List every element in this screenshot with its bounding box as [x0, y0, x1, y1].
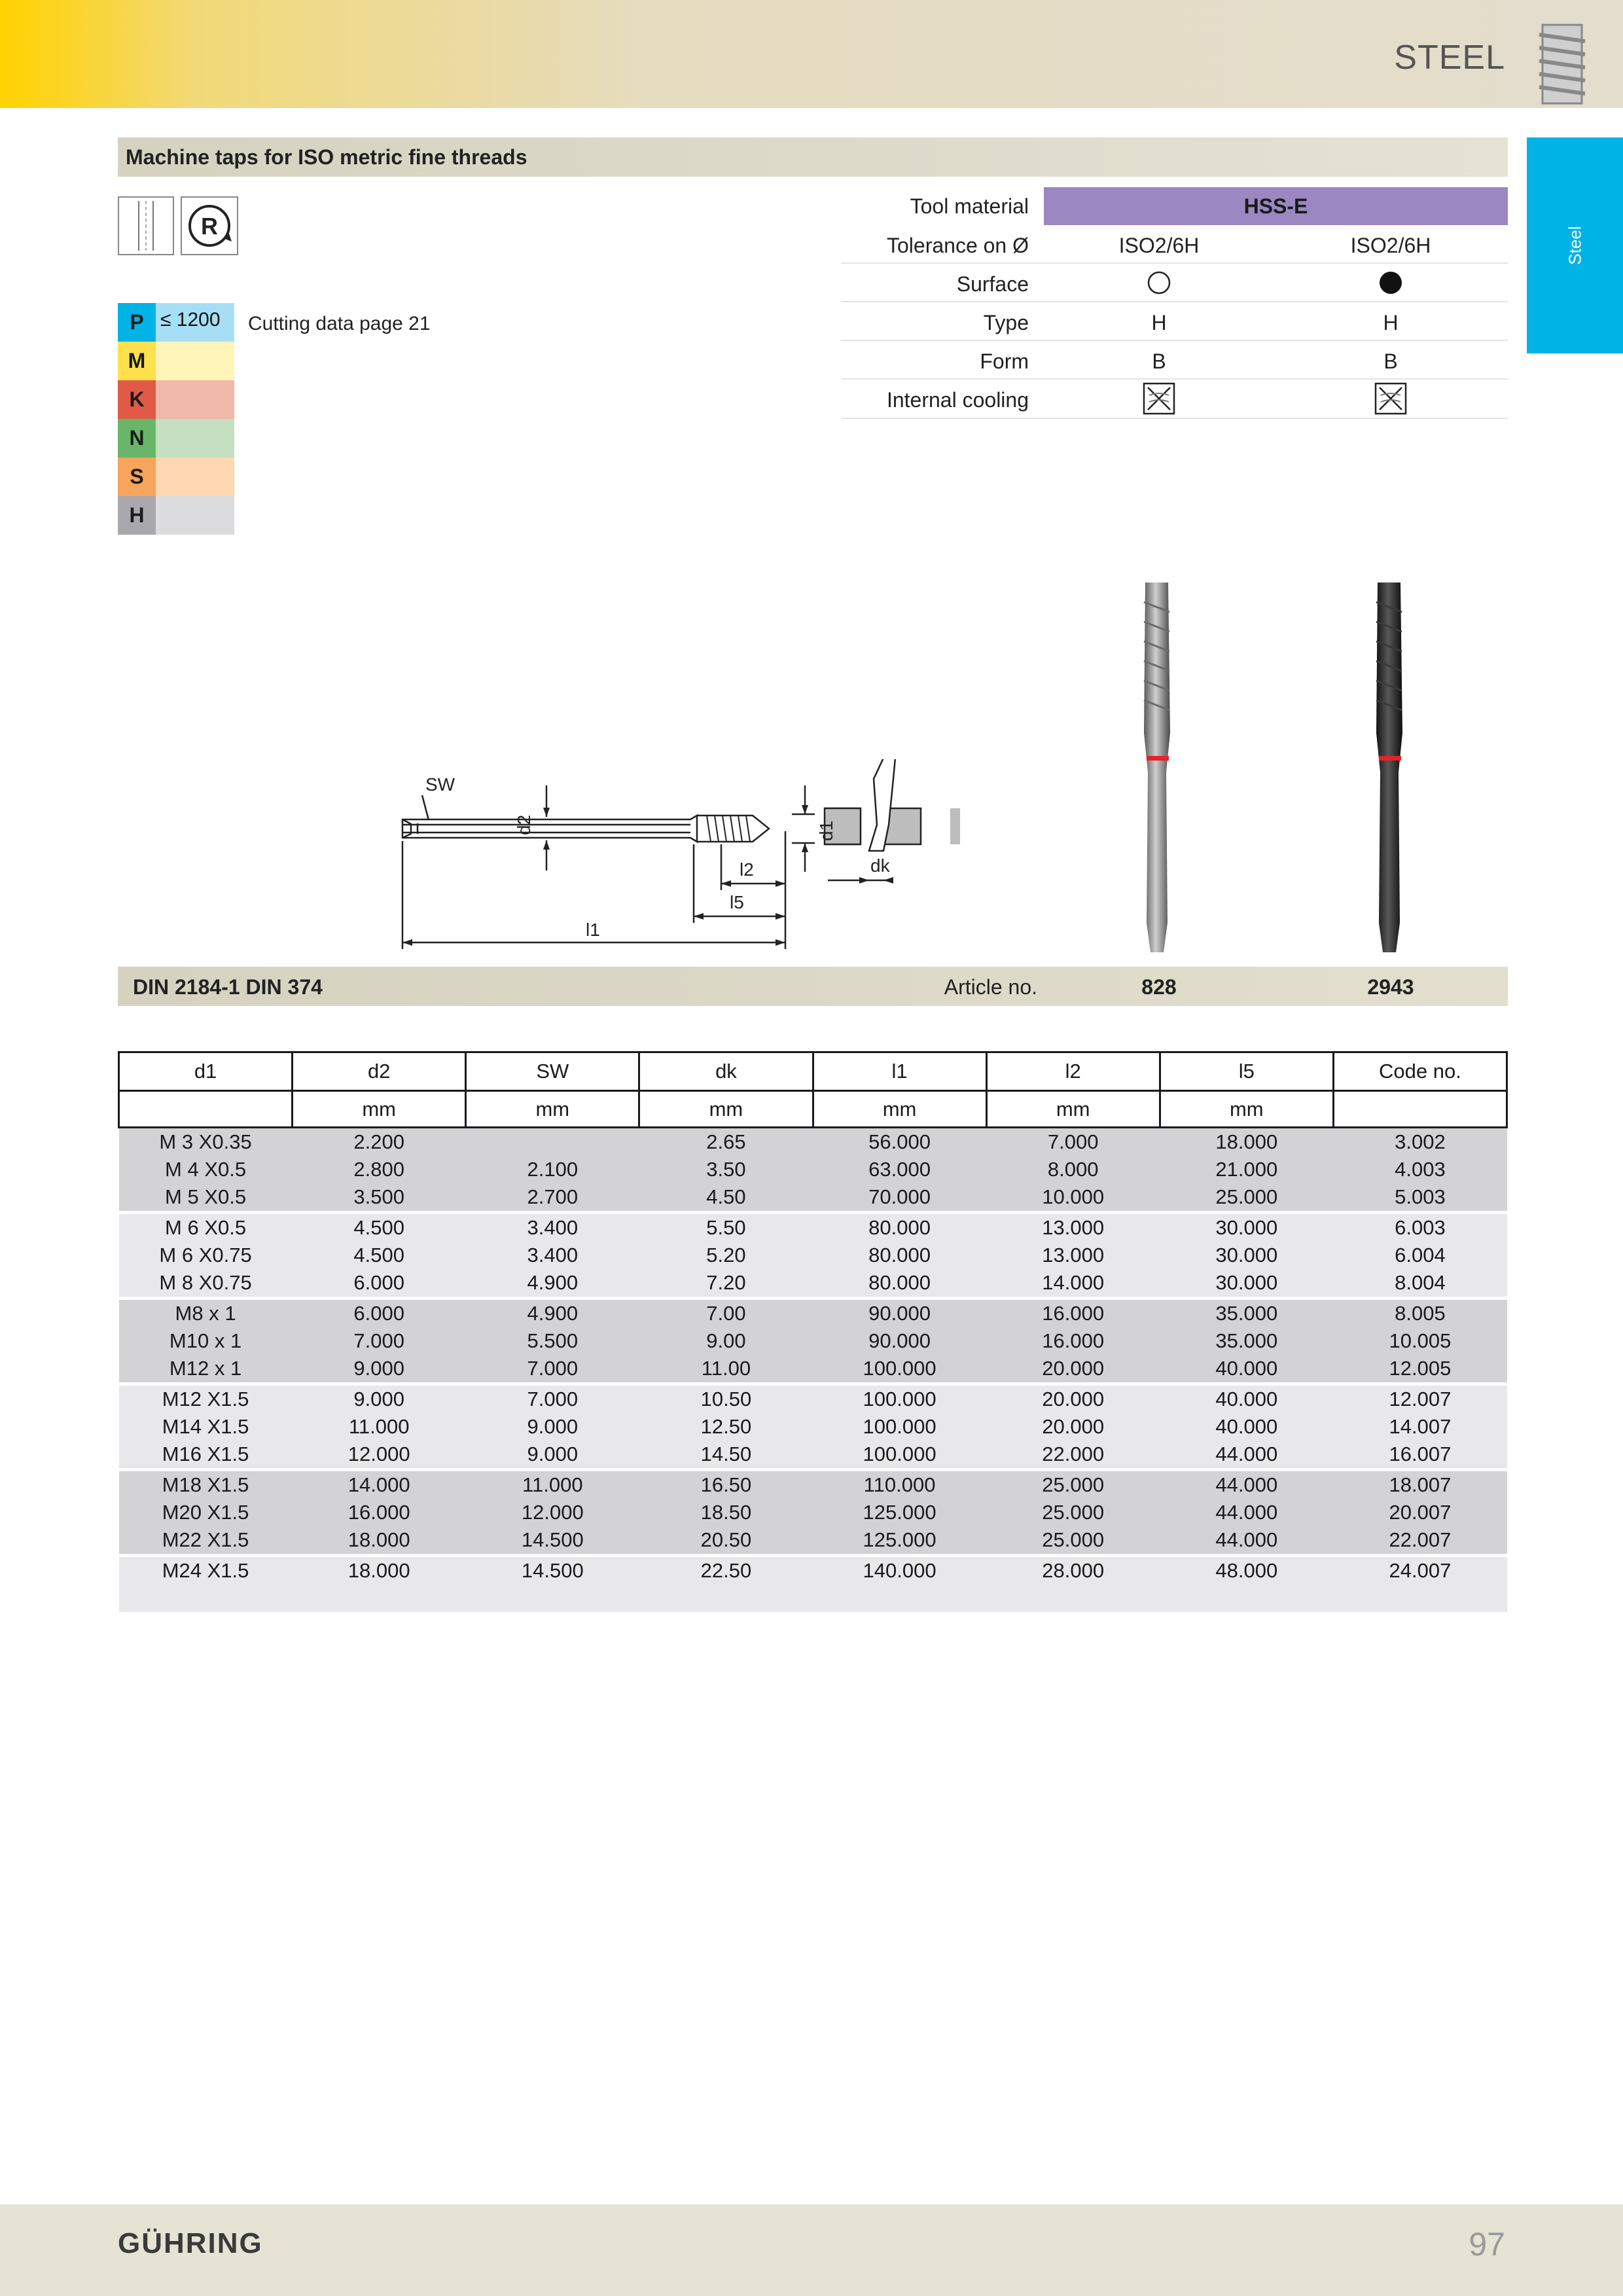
table-cell: 140.000 — [813, 1556, 986, 1585]
table-cell: 9.000 — [293, 1384, 466, 1414]
cooling-label: Internal cooling — [886, 388, 1029, 412]
unit-cell — [119, 1091, 293, 1128]
table-cell: 5.20 — [639, 1242, 813, 1269]
table-cell: 80.000 — [813, 1242, 986, 1269]
table-cell: 10.005 — [1333, 1327, 1507, 1355]
table-cell: 56.000 — [813, 1128, 986, 1157]
table-cell: 40.000 — [1160, 1355, 1333, 1384]
table-cell: 22.000 — [986, 1441, 1160, 1470]
unit-cell: mm — [986, 1091, 1160, 1128]
table-cell: 44.000 — [1160, 1499, 1333, 1526]
table-cell: 11.000 — [293, 1413, 466, 1441]
table-cell: 12.50 — [639, 1413, 813, 1441]
form-label: Form — [980, 350, 1029, 373]
table-cell: 7.20 — [639, 1269, 813, 1299]
tap-photo-828 — [1132, 576, 1181, 956]
table-cell: 14.000 — [293, 1470, 466, 1499]
table-cell: 44.000 — [1160, 1470, 1333, 1499]
table-cell: 3.002 — [1333, 1128, 1507, 1157]
table-cell: 2.200 — [293, 1128, 466, 1157]
table-cell: 90.000 — [813, 1327, 986, 1355]
table-cell: M10 x 1 — [119, 1327, 293, 1355]
side-tab-label: Steel — [1565, 226, 1584, 265]
table-cell: 20.000 — [986, 1413, 1160, 1441]
table-cell: M 5 X0.5 — [119, 1183, 293, 1213]
section-title: Machine taps for ISO metric fine threads — [126, 145, 527, 169]
table-cell: 14.500 — [466, 1526, 639, 1556]
table-cell: 40.000 — [1160, 1413, 1333, 1441]
table-cell: 8.004 — [1333, 1269, 1507, 1299]
dim-label-l2: l2 — [740, 859, 754, 880]
tool-material-value: HSS-E — [1243, 194, 1308, 218]
dim-label-dk: dk — [870, 855, 890, 876]
table-cell: 12.007 — [1333, 1384, 1507, 1414]
table-units-row — [119, 1091, 1507, 1128]
table-cell: 18.000 — [293, 1526, 466, 1556]
table-cell: 10.000 — [986, 1183, 1160, 1213]
tool-material-bar — [1044, 187, 1508, 225]
table-cell: 6.003 — [1333, 1213, 1507, 1242]
table-cell: 3.50 — [639, 1156, 813, 1183]
table-cell: 100.000 — [813, 1441, 986, 1470]
table-row — [119, 1384, 1507, 1414]
tolerance-label: Tolerance on Ø — [886, 234, 1029, 257]
table-cell: 13.000 — [986, 1213, 1160, 1242]
form-value-2943: B — [1383, 350, 1398, 373]
table-cell: 20.000 — [986, 1384, 1160, 1414]
table-cell: 9.000 — [466, 1413, 639, 1441]
no-cooling-icon — [1374, 382, 1407, 415]
spec-divider — [841, 418, 1508, 419]
brand-logo: GÜHRING — [118, 2227, 263, 2259]
unit-cell: mm — [293, 1091, 466, 1128]
article-label: Article no. — [944, 975, 1037, 999]
table-cell: 30.000 — [1160, 1269, 1333, 1299]
table-cell: 21.000 — [1160, 1156, 1333, 1183]
table-cell: 44.000 — [1160, 1526, 1333, 1556]
table-row — [119, 1355, 1507, 1384]
material-row-s — [118, 457, 234, 496]
col-header-d1: d1 — [119, 1052, 293, 1091]
table-body — [119, 1128, 1507, 1613]
unit-cell: mm — [639, 1091, 813, 1128]
table-cell: 30.000 — [1160, 1213, 1333, 1242]
table-cell: M18 X1.5 — [119, 1470, 293, 1499]
tap-photo-2943 — [1364, 576, 1414, 956]
material-p-value: ≤ 1200 — [160, 309, 221, 331]
thread-icon — [1526, 18, 1598, 107]
table-cell: 100.000 — [813, 1355, 986, 1384]
table-cell: 18.007 — [1333, 1470, 1507, 1499]
dim-label-d1: d1 — [816, 820, 836, 841]
unit-cell: mm — [466, 1091, 639, 1128]
table-row — [119, 1327, 1507, 1355]
tool-material-label: Tool material — [910, 194, 1029, 218]
table-cell: 5.50 — [639, 1213, 813, 1242]
table-row — [119, 1156, 1507, 1183]
table-cell: M12 x 1 — [119, 1355, 293, 1384]
table-row — [119, 1413, 1507, 1441]
table-cell: 2.800 — [293, 1156, 466, 1183]
material-letter: P — [118, 303, 156, 342]
category-title: STEEL — [1394, 39, 1505, 77]
table-cell: 22.007 — [1333, 1526, 1507, 1556]
table-cell: 12.000 — [466, 1499, 639, 1526]
table-cell: 3.400 — [466, 1213, 639, 1242]
table-cell: 20.000 — [986, 1355, 1160, 1384]
table-cell: 2.65 — [639, 1128, 813, 1157]
table-cell: 9.000 — [466, 1441, 639, 1470]
table-cell: 6.004 — [1333, 1242, 1507, 1269]
table-cell: 2.100 — [466, 1156, 639, 1183]
material-row-m — [118, 342, 234, 380]
material-fill — [156, 342, 234, 380]
table-cell: M8 x 1 — [119, 1299, 293, 1328]
dimensions-table — [118, 1051, 1508, 1612]
spec-divider — [841, 378, 1508, 380]
table-cell: 4.900 — [466, 1269, 639, 1299]
table-cell: 7.000 — [293, 1327, 466, 1355]
table-cell: 16.000 — [986, 1299, 1160, 1328]
surface-label: Surface — [956, 272, 1029, 296]
spec-divider — [841, 340, 1508, 341]
table-cell: 80.000 — [813, 1213, 986, 1242]
material-letter: M — [118, 342, 156, 380]
table-cell: 25.000 — [986, 1499, 1160, 1526]
table-cell: 7.000 — [466, 1355, 639, 1384]
table-cell: 125.000 — [813, 1499, 986, 1526]
spec-divider — [841, 301, 1508, 302]
dim-label-l1: l1 — [586, 920, 600, 940]
tap-outline-icon — [118, 196, 174, 255]
dim-label-d2: d2 — [514, 814, 534, 835]
section-title-bar — [118, 137, 1508, 177]
table-filler-row — [119, 1585, 1507, 1612]
table-cell: M 8 X0.75 — [119, 1269, 293, 1299]
table-cell: M14 X1.5 — [119, 1413, 293, 1441]
table-row — [119, 1526, 1507, 1556]
col-header-l2: l2 — [986, 1052, 1160, 1091]
material-letter: S — [118, 457, 156, 496]
table-cell: 14.500 — [466, 1556, 639, 1585]
col-header-sw: SW — [466, 1052, 639, 1091]
table-cell: 12.000 — [293, 1441, 466, 1470]
table-cell: M 6 X0.75 — [119, 1242, 293, 1269]
unit-cell: mm — [1160, 1091, 1333, 1128]
material-letter: K — [118, 380, 156, 419]
circle-empty-icon — [1147, 270, 1171, 295]
table-cell: 10.50 — [639, 1384, 813, 1414]
table-cell: 16.007 — [1333, 1441, 1507, 1470]
article-no-828[interactable]: 828 — [1141, 975, 1177, 999]
table-cell: 63.000 — [813, 1156, 986, 1183]
table-cell: 3.400 — [466, 1242, 639, 1269]
table-cell: 30.000 — [1160, 1242, 1333, 1269]
table-cell: 25.000 — [986, 1470, 1160, 1499]
table-cell: 25.000 — [986, 1526, 1160, 1556]
type-value-828: H — [1151, 311, 1167, 334]
table-row — [119, 1441, 1507, 1470]
table-row — [119, 1299, 1507, 1328]
material-letter: N — [118, 419, 156, 457]
table-cell: 110.000 — [813, 1470, 986, 1499]
table-cell: 11.000 — [466, 1470, 639, 1499]
table-cell: M12 X1.5 — [119, 1384, 293, 1414]
table-cell: 4.50 — [639, 1183, 813, 1213]
material-letter: H — [118, 496, 156, 535]
col-header-code: Code no. — [1333, 1052, 1507, 1091]
dim-label-sw: SW — [425, 774, 455, 795]
article-no-2943[interactable]: 2943 — [1367, 975, 1414, 999]
type-label: Type — [983, 311, 1029, 334]
table-cell: 14.50 — [639, 1441, 813, 1470]
table-cell: 35.000 — [1160, 1299, 1333, 1328]
table-cell: 7.000 — [986, 1128, 1160, 1157]
table-cell: 20.007 — [1333, 1499, 1507, 1526]
table-cell: 2.700 — [466, 1183, 639, 1213]
table-cell: 7.000 — [466, 1384, 639, 1414]
col-header-dk: dk — [639, 1052, 813, 1091]
table-cell: 4.003 — [1333, 1156, 1507, 1183]
table-cell: 3.500 — [293, 1183, 466, 1213]
table-row — [119, 1183, 1507, 1213]
form-value-828: B — [1152, 350, 1166, 373]
table-cell — [466, 1128, 639, 1157]
table-row — [119, 1499, 1507, 1526]
tolerance-value-828: ISO2/6H — [1118, 234, 1200, 257]
spec-divider — [841, 262, 1508, 264]
table-cell: 18.000 — [1160, 1128, 1333, 1157]
table-cell: M20 X1.5 — [119, 1499, 293, 1526]
unit-cell — [1333, 1091, 1507, 1128]
col-header-l1: l1 — [813, 1052, 986, 1091]
table-cell: 28.000 — [986, 1556, 1160, 1585]
table-cell: M16 X1.5 — [119, 1441, 293, 1470]
table-row — [119, 1470, 1507, 1499]
table-cell: 40.000 — [1160, 1384, 1333, 1414]
material-fill — [156, 380, 234, 419]
table-filler-cell — [119, 1585, 1507, 1612]
table-cell: 6.000 — [293, 1299, 466, 1328]
material-fill — [156, 419, 234, 457]
table-cell: 8.000 — [986, 1156, 1160, 1183]
page-header — [0, 0, 1623, 108]
table-cell: 4.500 — [293, 1242, 466, 1269]
table-header-row — [119, 1052, 1507, 1091]
tap-technical-drawing — [386, 759, 969, 956]
table-cell: M22 X1.5 — [119, 1526, 293, 1556]
tolerance-value-2943: ISO2/6H — [1350, 234, 1431, 257]
table-cell: 16.000 — [986, 1327, 1160, 1355]
table-cell: 24.007 — [1333, 1556, 1507, 1585]
table-cell: 80.000 — [813, 1269, 986, 1299]
svg-text:R: R — [201, 213, 218, 240]
table-cell: 70.000 — [813, 1183, 986, 1213]
table-cell: 7.00 — [639, 1299, 813, 1328]
table-cell: 48.000 — [1160, 1556, 1333, 1585]
material-fill — [156, 457, 234, 496]
unit-cell: mm — [813, 1091, 986, 1128]
table-cell: 100.000 — [813, 1413, 986, 1441]
table-row — [119, 1213, 1507, 1242]
table-cell: 16.000 — [293, 1499, 466, 1526]
table-cell: 11.00 — [639, 1355, 813, 1384]
table-cell: 90.000 — [813, 1299, 986, 1328]
table-cell: 4.500 — [293, 1213, 466, 1242]
side-tab-steel[interactable] — [1527, 137, 1623, 353]
table-cell: 13.000 — [986, 1242, 1160, 1269]
dim-label-l5: l5 — [730, 892, 744, 912]
table-cell: 8.005 — [1333, 1299, 1507, 1328]
material-row-n — [118, 419, 234, 457]
no-cooling-icon — [1143, 382, 1175, 415]
table-cell: 22.50 — [639, 1556, 813, 1585]
material-row-h — [118, 496, 234, 535]
table-cell: 14.007 — [1333, 1413, 1507, 1441]
table-cell: 9.00 — [639, 1327, 813, 1355]
right-hand-cut-icon — [181, 196, 238, 255]
table-cell: 20.50 — [639, 1526, 813, 1556]
table-cell: 100.000 — [813, 1384, 986, 1414]
col-header-l5: l5 — [1160, 1052, 1333, 1091]
material-fill — [156, 496, 234, 535]
table-cell: 16.50 — [639, 1470, 813, 1499]
table-cell: 12.005 — [1333, 1355, 1507, 1384]
type-value-2943: H — [1383, 311, 1399, 334]
table-cell: 4.900 — [466, 1299, 639, 1328]
table-cell: M 4 X0.5 — [119, 1156, 293, 1183]
table-row — [119, 1269, 1507, 1299]
material-row-k — [118, 380, 234, 419]
table-row — [119, 1242, 1507, 1269]
table-cell: 6.000 — [293, 1269, 466, 1299]
table-row — [119, 1128, 1507, 1157]
table-cell: M24 X1.5 — [119, 1556, 293, 1585]
cutting-data-note[interactable]: Cutting data page 21 — [248, 313, 431, 334]
table-cell: 125.000 — [813, 1526, 986, 1556]
table-cell: 44.000 — [1160, 1441, 1333, 1470]
table-row — [119, 1556, 1507, 1585]
table-cell: 25.000 — [1160, 1183, 1333, 1213]
table-cell: 18.50 — [639, 1499, 813, 1526]
table-cell: M 3 X0.35 — [119, 1128, 293, 1157]
table-cell: 5.003 — [1333, 1183, 1507, 1213]
table-cell: 9.000 — [293, 1355, 466, 1384]
din-standard: DIN 2184-1 DIN 374 — [133, 975, 323, 999]
table-cell: 14.000 — [986, 1269, 1160, 1299]
circle-filled-icon — [1378, 270, 1403, 295]
table-cell: 18.000 — [293, 1556, 466, 1585]
table-cell: 35.000 — [1160, 1327, 1333, 1355]
table-cell: M 6 X0.5 — [119, 1213, 293, 1242]
table-cell: 5.500 — [466, 1327, 639, 1355]
col-header-d2: d2 — [293, 1052, 466, 1091]
page-number: 97 — [1469, 2226, 1505, 2263]
